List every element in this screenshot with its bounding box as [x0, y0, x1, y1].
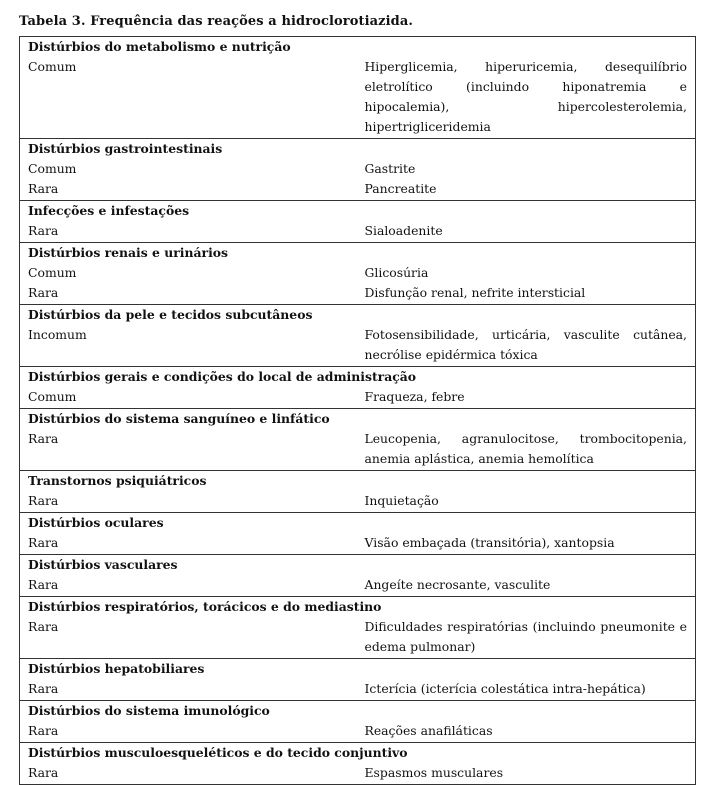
reaction-cell: Hiperglicemia, hiperuricemia, desequilíbrio eletrolítico (incluindo hiponatremia e hipocalemia), hipercolesterolemia, hipertrigliceridemia: [357, 57, 696, 139]
reaction-row: [20, 325, 696, 367]
reaction-cell: Glicosúria: [357, 263, 696, 283]
reaction-row: [20, 57, 696, 139]
frequency-cell: Rara: [20, 575, 357, 597]
frequency-cell: Rara: [20, 533, 357, 555]
category-header-row: [20, 201, 696, 222]
frequency-cell: Rara: [20, 679, 357, 701]
category-group: [20, 37, 696, 139]
category-group: [20, 513, 696, 555]
category-title: Distúrbios respiratórios, torácicos e do mediastino: [20, 597, 696, 618]
reaction-cell: Icterícia (icterícia colestática intra-hepática): [357, 679, 696, 701]
category-group: [20, 471, 696, 513]
frequency-cell: Rara: [20, 721, 357, 743]
category-group: [20, 659, 696, 701]
frequency-cell: Rara: [20, 179, 357, 201]
category-header-row: [20, 555, 696, 576]
reaction-row: [20, 159, 696, 179]
category-header-row: [20, 743, 696, 764]
category-header-row: [20, 513, 696, 534]
category-title: Distúrbios do sistema sanguíneo e linfático: [20, 409, 696, 430]
category-title: Distúrbios do metabolismo e nutrição: [20, 37, 696, 58]
reaction-row: [20, 617, 696, 659]
reaction-cell: Pancreatite: [357, 179, 696, 201]
reaction-cell: Dificuldades respiratórias (incluindo pneumonite e edema pulmonar): [357, 617, 696, 659]
reaction-cell: Inquietação: [357, 491, 696, 513]
category-title: Distúrbios da pele e tecidos subcutâneos: [20, 305, 696, 326]
category-title: Distúrbios renais e urinários: [20, 243, 696, 264]
reaction-row: [20, 721, 696, 743]
frequency-cell: Rara: [20, 617, 357, 659]
reaction-cell: Reações anafiláticas: [357, 721, 696, 743]
category-header-row: [20, 139, 696, 160]
reaction-cell: Angeíte necrosante, vasculite: [357, 575, 696, 597]
category-group: [20, 555, 696, 597]
category-title: Distúrbios oculares: [20, 513, 696, 534]
category-group: [20, 367, 696, 409]
reaction-cell: Sialoadenite: [357, 221, 696, 243]
category-title: Infecções e infestações: [20, 201, 696, 222]
reaction-row: [20, 491, 696, 513]
reaction-cell: Visão embaçada (transitória), xantopsia: [357, 533, 696, 555]
category-title: Distúrbios hepatobiliares: [20, 659, 696, 680]
category-title: Distúrbios gastrointestinais: [20, 139, 696, 160]
reaction-row: [20, 679, 696, 701]
frequency-cell: Comum: [20, 57, 357, 139]
category-group: [20, 597, 696, 659]
category-group: [20, 139, 696, 201]
reaction-cell: Leucopenia, agranulocitose, trombocitopenia, anemia aplástica, anemia hemolítica: [357, 429, 696, 471]
frequency-cell: Comum: [20, 159, 357, 179]
reaction-cell: Espasmos musculares: [357, 763, 696, 785]
frequency-cell: Rara: [20, 429, 357, 471]
reaction-row: [20, 533, 696, 555]
category-header-row: [20, 597, 696, 618]
category-title: Distúrbios musculoesqueléticos e do tecido conjuntivo: [20, 743, 696, 764]
reaction-row: [20, 429, 696, 471]
category-header-row: [20, 367, 696, 388]
category-group: [20, 305, 696, 367]
category-title: Distúrbios gerais e condições do local de administração: [20, 367, 696, 388]
category-header-row: [20, 243, 696, 264]
reaction-cell: Disfunção renal, nefrite intersticial: [357, 283, 696, 305]
category-title: Distúrbios do sistema imunológico: [20, 701, 696, 722]
adverse-reactions-table: [19, 36, 696, 785]
category-group: [20, 201, 696, 243]
reaction-row: [20, 179, 696, 201]
frequency-cell: Rara: [20, 283, 357, 305]
reaction-row: [20, 387, 696, 409]
reaction-row: [20, 221, 696, 243]
reaction-row: [20, 283, 696, 305]
category-group: [20, 701, 696, 743]
frequency-cell: Rara: [20, 221, 357, 243]
category-header-row: [20, 701, 696, 722]
category-header-row: [20, 409, 696, 430]
frequency-cell: Comum: [20, 263, 357, 283]
category-group: [20, 409, 696, 471]
table-caption: Tabela 3. Frequência das reações a hidroclorotiazida.: [19, 14, 414, 29]
category-header-row: [20, 37, 696, 58]
reaction-row: [20, 263, 696, 283]
category-header-row: [20, 471, 696, 492]
reaction-cell: Fotosensibilidade, urticária, vasculite cutânea, necrólise epidérmica tóxica: [357, 325, 696, 367]
category-group: [20, 243, 696, 305]
category-header-row: [20, 305, 696, 326]
frequency-cell: Rara: [20, 491, 357, 513]
reaction-cell: Fraqueza, febre: [357, 387, 696, 409]
category-header-row: [20, 659, 696, 680]
frequency-cell: Rara: [20, 763, 357, 785]
category-title: Distúrbios vasculares: [20, 555, 696, 576]
reaction-cell: Gastrite: [357, 159, 696, 179]
category-title: Transtornos psiquiátricos: [20, 471, 696, 492]
frequency-cell: Incomum: [20, 325, 357, 367]
reaction-row: [20, 763, 696, 785]
reaction-row: [20, 575, 696, 597]
frequency-cell: Comum: [20, 387, 357, 409]
category-group: [20, 743, 696, 785]
